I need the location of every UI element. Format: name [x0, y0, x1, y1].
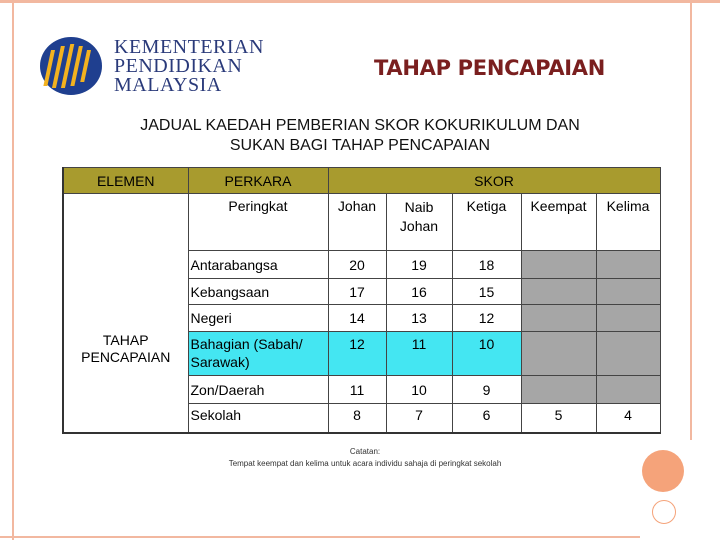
score-keempat	[521, 279, 596, 305]
table-heading	[60, 116, 660, 156]
frame-line-left	[12, 0, 14, 540]
decorative-circle-small	[652, 500, 676, 524]
decorative-circle-large	[642, 450, 684, 492]
score-ketiga: 9	[452, 376, 521, 404]
element-label-cell	[63, 194, 188, 433]
ministry-logo	[38, 36, 268, 96]
score-ketiga: 18	[452, 251, 521, 279]
score-keempat	[521, 332, 596, 376]
score-naib-johan: 16	[386, 279, 452, 305]
subheader-kelima: Kelima	[596, 194, 660, 251]
subheader-ketiga: Ketiga	[452, 194, 521, 251]
frame-line-bottom	[0, 536, 640, 538]
score-ketiga: 15	[452, 279, 521, 305]
table-heading-line-2: SUKAN BAGI TAHAP PENCAPAIAN	[229, 137, 491, 154]
row-label: Negeri	[188, 305, 328, 332]
note-label: Catatan:	[349, 447, 381, 456]
score-kelima	[596, 279, 660, 305]
logo-line-2: PENDIDIKAN	[114, 55, 243, 77]
logo-line-1: KEMENTERIAN	[114, 36, 264, 58]
subheader-naib-johan: Naib Johan	[386, 194, 452, 251]
row-label: Zon/Daerah	[188, 376, 328, 404]
score-kelima	[596, 332, 660, 376]
score-johan: 17	[328, 279, 386, 305]
table-heading-line-1: JADUAL KAEDAH PEMBERIAN SKOR KOKURIKULUM DAN	[140, 117, 580, 134]
score-ketiga: 10	[452, 332, 521, 376]
score-naib-johan: 13	[386, 305, 452, 332]
logo-text	[114, 38, 264, 95]
score-johan: 20	[328, 251, 386, 279]
score-kelima: 4	[596, 404, 660, 433]
header-elemen: ELEMEN	[63, 168, 188, 194]
header-perkara: PERKARA	[188, 168, 328, 194]
score-naib-johan: 11	[386, 332, 452, 376]
page-title: TAHAP PENCAPAIAN	[374, 56, 606, 80]
score-johan: 12	[328, 332, 386, 376]
table-note	[190, 446, 540, 470]
row-label: Bahagian (Sabah/ Sarawak)	[188, 332, 328, 376]
score-table	[62, 167, 661, 434]
note-text: Tempat keempat dan kelima untuk acara individu sahaja di peringkat sekolah	[228, 459, 502, 468]
score-naib-johan: 10	[386, 376, 452, 404]
score-kelima	[596, 376, 660, 404]
score-keempat	[521, 305, 596, 332]
subheader-keempat: Keempat	[521, 194, 596, 251]
score-johan: 8	[328, 404, 386, 433]
score-keempat: 5	[521, 404, 596, 433]
score-kelima	[596, 251, 660, 279]
score-kelima	[596, 305, 660, 332]
subheader-johan: Johan	[328, 194, 386, 251]
header-skor: SKOR	[328, 168, 660, 194]
score-naib-johan: 19	[386, 251, 452, 279]
frame-line-right	[690, 0, 692, 440]
score-johan: 14	[328, 305, 386, 332]
row-label: Sekolah	[188, 404, 328, 433]
logo-line-3: MALAYSIA	[114, 74, 222, 96]
subheader-peringkat: Peringkat	[188, 194, 328, 251]
frame-line-top	[0, 0, 720, 3]
score-keempat	[521, 251, 596, 279]
score-ketiga: 12	[452, 305, 521, 332]
ministry-emblem-icon	[38, 36, 104, 96]
row-label: Kebangsaan	[188, 279, 328, 305]
score-johan: 11	[328, 376, 386, 404]
row-label: Antarabangsa	[188, 251, 328, 279]
score-keempat	[521, 376, 596, 404]
element-label: TAHAP PENCAPAIAN	[81, 331, 171, 365]
score-naib-johan: 7	[386, 404, 452, 433]
score-ketiga: 6	[452, 404, 521, 433]
